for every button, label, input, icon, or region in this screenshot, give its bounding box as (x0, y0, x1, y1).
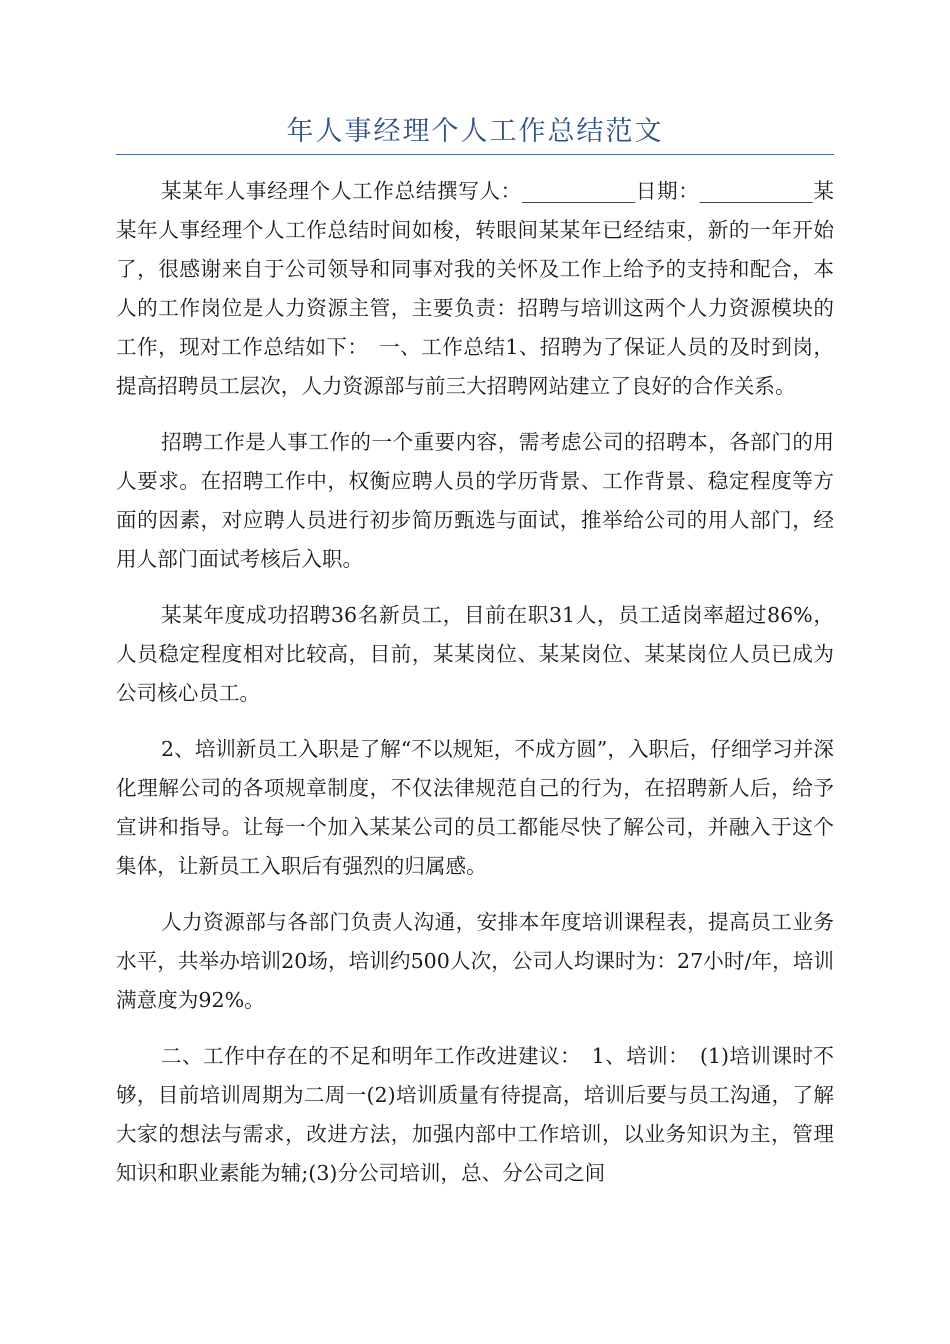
title-underline (116, 154, 834, 155)
document-body (116, 172, 834, 1210)
paragraph-recruitment-results: 某某年度成功招聘36名新员工，目前在职31人，员工适岗率超过86%，人员稳定程度相对比较高，目前，某某岗位、某某岗位、某某岗位人员已成为公司核心员工。 (116, 603, 834, 705)
paragraph-training-results: 人力资源部与各部门负责人沟通，安排本年度培训课程表，提高员工业务水平，共举办培训20场，培训约500人次，公司人均课时为：27小时/年，培训满意度为92%。 (116, 910, 834, 1012)
paragraph-training: 2、培训新员工入职是了解“不以规矩，不成方圆”，入职后，仔细学习并深化理解公司的各项规章制度，不仅法律规范自己的行为，在招聘新人后，给予宣讲和指导。让每一个加入某某公司的员工都能尽快了解公司，并融入于这个集体，让新员工入职后有强烈的归属感。 (116, 737, 834, 878)
paragraph-shortcomings: 二、工作中存在的不足和明年工作改进建议： 1、培训： (1)培训课时不够，目前培训周期为二周一(2)培训质量有待提高，培训后要与员工沟通，了解大家的想法与需求，改进方法，加强内部中工作培训，以业务知识为主，管理知识和职业素能为辅;(3)分公司培训，总、分公司之间 (116, 1044, 834, 1185)
paragraph-recruitment: 招聘工作是人事工作的一个重要内容，需考虑公司的招聘本，各部门的用人要求。在招聘工作中，权衡应聘人员的学历背景、工作背景、稳定程度等方面的因素，对应聘人员进行初步简历甄选与面试，推举给公司的用人部门，经用人部门面试考核后入职。 (116, 430, 834, 571)
paragraph-intro: 某某年人事经理个人工作总结撰写人：___________日期：___________某某年人事经理个人工作总结时间如梭，转眼间某某年已经结束，新的一年开始了，很感谢来自于公司领导和同事对我的关怀及工作上给予的支持和配合，本人的工作岗位是人力资源主管，主要负责：招聘与培训这两个人力资源模块的工作，现对工作总结如下： 一、工作总结1、招聘为了保证人员的及时到岗，提高招聘员工层次，人力资源部与前三大招聘网站建立了良好的合作关系。 (116, 179, 834, 398)
document-title: 年人事经理个人工作总结范文 (286, 116, 664, 147)
